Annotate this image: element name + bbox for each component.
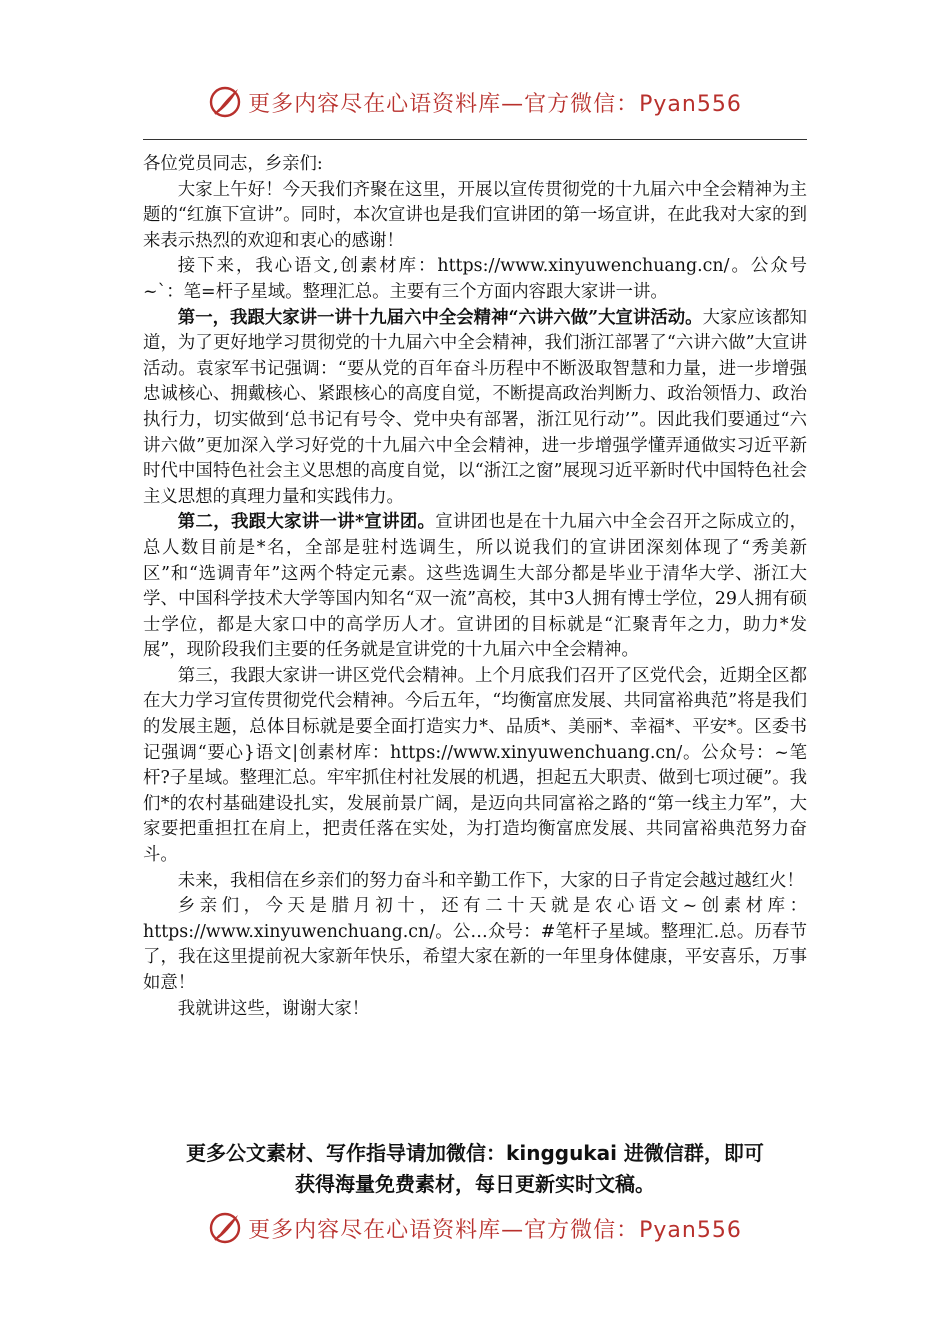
footer-note [120,1138,830,1200]
header-banner-text: 更多内容尽在心语资料库—官方微信：Pyan556 [248,91,742,117]
document-body [143,152,807,1022]
point-two-heading: 第二，我跟大家讲一讲*宣讲团。 [177,512,436,533]
footer-note-line1: 更多公文素材、写作指导请加微信：kinggukai 进微信群，即可 [186,1141,764,1165]
paragraph-greeting: 大家上午好！今天我们齐聚在这里，开展以宣传贯彻党的十九届六中全会精神为主题的“红旗下宣讲”。同时，本次宣讲也是我们宣讲团的第一场宣讲，在此我对大家的到来表示热烈的欢迎和衷心的感谢！ [143,179,807,251]
paragraph-closing: 我就讲这些，谢谢大家！ [177,998,370,1019]
point-one-heading: 第一，我跟大家讲一讲十九届六中全会精神“六讲六做”大宣讲活动。 [177,307,703,328]
quill-pen-logo-icon [208,85,242,119]
paragraph-intro: 接下来，我心语文,创素材库：https://www.xinyuwenchuang.cn/。公众号~`：笔=杆子星域。整理汇总。主要有三个方面内容跟大家讲一讲。 [143,256,807,302]
footer-banner [0,1206,950,1250]
paragraph-point-two [143,510,807,664]
paragraph-new-year: 乡亲们，今天是腊月初十，还有二十天就是农心语文~创素材库：https://www.xinyuwenchuang.cn/。公…众号：#笔杆子星域。整理汇.总。历春节了，我在这里提前祝大家新年快乐，希望大家在新的一年里身体健康，平安喜乐，万事如意！ [143,896,807,993]
salutation: 各位党员同志，乡亲们: [143,154,323,174]
paragraph-point-one [143,306,807,511]
footer-note-line2: 获得海量免费素材，每日更新实时文稿。 [295,1172,655,1196]
quill-pen-logo-icon [208,1211,242,1245]
paragraph-future: 未来，我相信在乡亲们的努力奋斗和辛勤工作下，大家的日子肯定会越过越红火！ [177,870,804,891]
footer-banner-text: 更多内容尽在心语资料库—官方微信：Pyan556 [248,1217,742,1243]
header-banner [0,80,950,124]
header-divider [143,139,807,140]
point-two-text: 宣讲团也是在十九届六中全会召开之际成立的，总人数目前是*名，全部是驻村选调生，所以说我们的宣讲团深刻体现了“秀美新区”和“选调青年”这两个特定元素。这些选调生大部分都是毕业于清华大学、浙江大学、中国科学技术大学等国内知名“双一流”高校，其中3人拥有博士学位，29人拥有硕士学位，都是大家口中的高学历人才。宣讲团的目标就是“汇聚青年之力，助力*发展”，现阶段我们主要的任务就是宣讲党的十九届六中全会精神。 [143,512,807,661]
point-one-text: 大家应该都知道，为了更好地学习贯彻党的十九届六中全会精神，我们浙江部署了“六讲六做”大宣讲活动。袁家军书记强调：“要从党的百年奋斗历程中不断汲取智慧和力量，进一步增强忠诚核心、拥戴核心、紧跟核心的高度自觉，不断提高政治判断力、政治领悟力、政治执行力，切实做到‘总书记有号令、党中央有部署，浙江见行动’”。因此我们要通过“六讲六做”更加深入学习好党的十九届六中全会精神，进一步增强学懂弄通做实习近平新时代中国特色社会主义思想的高度自觉，以“浙江之窗”展现习近平新时代中国特色社会主义思想的真理力量和实践伟力。 [143,307,807,507]
paragraph-point-three: 第三，我跟大家讲一讲区党代会精神。上个月底我们召开了区党代会，近期全区都在大力学习宣传贯彻党代会精神。今后五年，“均衡富庶发展、共同富裕典范”将是我们的发展主题，总体目标就是要全面打造实力*、品质*、美丽*、幸福*、平安*。区委书记强调“要心}语文|创素材库：https://www.xinyuwenchuang.cn/。公众号：~笔杆?子星域。整理汇总。牢牢抓住村社发展的机遇，担起五大职责、做到七项过硬”。我们*的农村基础建设扎实，发展前景广阔，是迈向共同富裕之路的“第一线主力军”，大家要把重担扛在肩上，把责任落在实处，为打造均衡富庶发展、共同富裕典范努力奋斗。 [143,665,807,866]
